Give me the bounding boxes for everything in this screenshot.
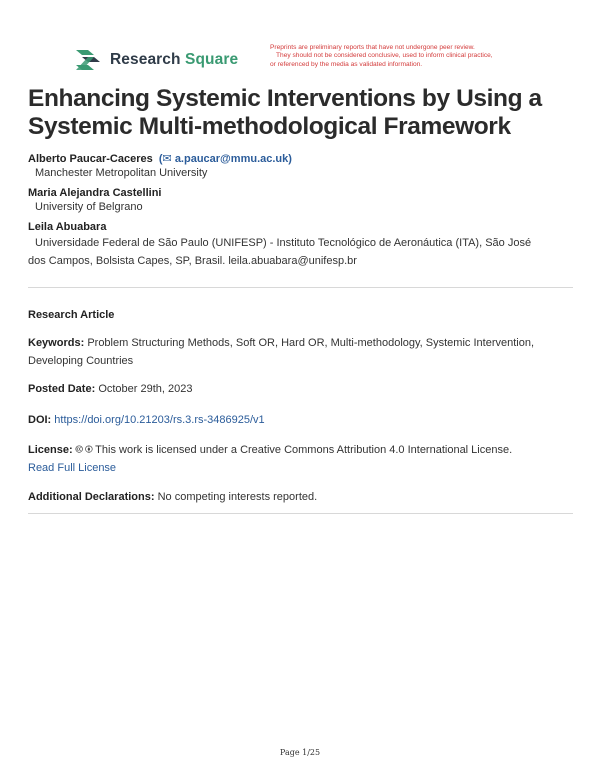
article-type: Research Article	[28, 309, 115, 321]
author-list	[28, 152, 576, 276]
page-title	[28, 85, 576, 141]
preprint-disclaimer	[270, 44, 560, 69]
author-affiliation: Manchester Metropolitan University	[35, 167, 208, 179]
preprint-disclaimer-line: They should not be considered conclusive, used to inform clinical practice,	[276, 52, 493, 60]
envelope-icon: ✉	[162, 153, 172, 165]
author-affiliation: Universidade Federal de São Paulo (UNIFESP) - Instituto Tecnológico de Aeronáutica (ITA), São José dos Campos, Bolsista Capes, SP, Brasil. leila.abuabara@unifesp.br	[28, 237, 532, 267]
additional-declarations: Additional Declarations: No competing interests reported.	[28, 491, 318, 503]
author-email[interactable]: (✉ a.paucar@mmu.ac.uk)	[155, 153, 292, 165]
author-name: Maria Alejandra Castellini	[28, 187, 162, 199]
creative-commons-icon: 🅭 🅯	[75, 444, 93, 456]
divider	[28, 513, 573, 514]
keywords: Keywords: Problem Structuring Methods, Soft OR, Hard OR, Multi-methodology, Systemic Intervention, Developing Countries	[28, 337, 535, 367]
preprint-disclaimer-line: Preprints are preliminary reports that have not undergone peer review.	[270, 44, 475, 51]
author-name: Leila Abuabara	[28, 221, 107, 233]
research-square-logo-icon	[74, 47, 104, 73]
logo-text: Research Square	[110, 51, 239, 68]
author-affiliation: University of Belgrano	[35, 201, 143, 213]
title-line: Enhancing Systemic Interventions by Using a	[28, 85, 542, 112]
author-name: Alberto Paucar-Caceres (✉ a.paucar@mmu.ac.uk)	[28, 153, 292, 165]
divider	[28, 287, 573, 288]
page-number: Page 1/25	[279, 748, 321, 757]
preprint-disclaimer-line: or referenced by the media as validated information.	[270, 60, 423, 68]
title-line: Systemic Multi-methodological Framework	[28, 113, 511, 140]
license: License: 🅭 🅯 This work is licensed under a Creative Commons Attribution 4.0 International License. Read Full License	[28, 444, 513, 474]
read-full-license-link[interactable]: Read Full License	[28, 462, 117, 474]
doi: DOI: https://doi.org/10.21203/rs.3.rs-3486925/v1	[28, 414, 265, 426]
research-square-logo[interactable]	[74, 47, 238, 73]
posted-date: Posted Date: October 29th, 2023	[28, 383, 193, 395]
doi-link[interactable]: https://doi.org/10.21203/rs.3.rs-3486925/v1	[54, 414, 265, 426]
